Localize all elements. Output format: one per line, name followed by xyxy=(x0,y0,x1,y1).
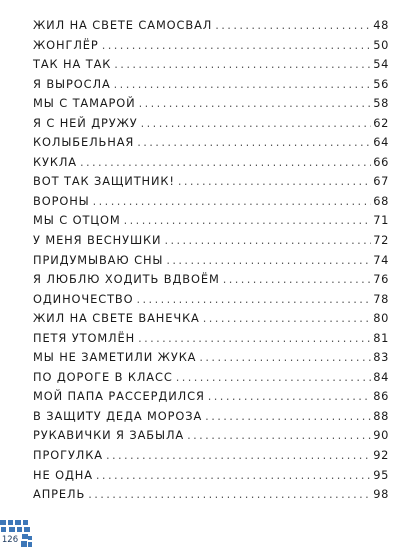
toc-entry-page: 88 xyxy=(373,408,389,423)
toc-entry-page: 86 xyxy=(373,389,389,404)
toc-entry-title: АПРЕЛЬ xyxy=(33,487,86,502)
toc-entry-title: ОДИНОЧЕСТВО xyxy=(33,291,134,306)
toc-entry-title: ВОРОНЫ xyxy=(33,193,90,208)
toc-entry-title: КОЛЫБЕЛЬНАЯ xyxy=(33,135,135,150)
toc-dot-leader xyxy=(203,311,372,325)
toc-entry-page: 83 xyxy=(373,350,389,365)
toc-entry xyxy=(33,487,389,507)
toc-entry-page: 81 xyxy=(373,330,389,345)
toc-entry-page: 48 xyxy=(373,18,389,32)
toc-entry xyxy=(33,77,389,97)
toc-entry xyxy=(33,116,389,136)
toc-dot-leader xyxy=(114,57,371,71)
toc-entry xyxy=(33,350,389,370)
toc-entry-page: 90 xyxy=(373,428,389,443)
toc-entry-page: 78 xyxy=(373,291,389,306)
toc-entry-title: ЖОНГЛЁР xyxy=(33,37,99,52)
toc-entry-page: 66 xyxy=(373,154,389,169)
toc-entry xyxy=(33,96,389,116)
toc-entry xyxy=(33,292,389,312)
page-marker xyxy=(0,520,33,549)
toc-dot-leader xyxy=(205,409,371,423)
toc-entry-title: КУКЛА xyxy=(33,154,77,169)
toc-entry xyxy=(33,135,389,155)
toc-dot-leader xyxy=(164,233,371,247)
toc-entry xyxy=(33,272,389,292)
toc-entry-title: У МЕНЯ ВЕСНУШКИ xyxy=(33,233,162,248)
toc-entry xyxy=(33,38,389,58)
toc-entry-title: ПО ДОРОГЕ В КЛАСС xyxy=(33,369,173,384)
toc-entry-title: МЫ С ОТЦОМ xyxy=(33,213,121,228)
toc-entry-title: МЫ НЕ ЗАМЕТИЛИ ЖУКА xyxy=(33,350,197,365)
page-number: 126 xyxy=(1,535,19,545)
toc-entry xyxy=(33,194,389,214)
toc-entry-page: 58 xyxy=(373,96,389,111)
toc-entry-page: 76 xyxy=(373,272,389,287)
toc-entry-title: МЫ С ТАМАРОЙ xyxy=(33,96,136,111)
toc-entry-page: 72 xyxy=(373,233,389,248)
toc-entry xyxy=(33,174,389,194)
toc-dot-leader xyxy=(166,253,371,267)
toc-dot-leader xyxy=(199,350,371,364)
toc-dot-leader xyxy=(187,428,371,442)
toc-dot-leader xyxy=(178,174,371,188)
toc-dot-leader xyxy=(93,194,372,208)
toc-entry-title: ЖИЛ НА СВЕТЕ САМОСВАЛ xyxy=(33,18,213,32)
toc-entry-page: 84 xyxy=(373,369,389,384)
toc-dot-leader xyxy=(96,468,371,482)
toc-entry-page: 50 xyxy=(373,37,389,52)
toc-entry-page: 71 xyxy=(373,213,389,228)
toc-entry-title: ПРИДУМЫВАЮ СНЫ xyxy=(33,252,164,267)
toc-dot-leader xyxy=(137,135,371,149)
toc-dot-leader xyxy=(139,96,372,110)
toc-entry xyxy=(33,233,389,253)
toc-dot-leader xyxy=(208,389,372,403)
toc-entry-title: НЕ ОДНА xyxy=(33,467,93,482)
toc-entry-page: 95 xyxy=(373,467,389,482)
toc-entry-page: 92 xyxy=(373,448,389,463)
toc-dot-leader xyxy=(138,331,371,345)
toc-dot-leader xyxy=(80,155,371,169)
toc-entry xyxy=(33,331,389,351)
toc-entry-title: Я С НЕЙ ДРУЖУ xyxy=(33,115,138,130)
toc-dot-leader xyxy=(215,18,371,32)
toc-entry-page: 67 xyxy=(373,174,389,189)
toc-entry xyxy=(33,370,389,390)
toc-dot-leader xyxy=(176,370,372,384)
toc-entry-page: 62 xyxy=(373,115,389,130)
toc-dot-leader xyxy=(223,272,372,286)
toc-dot-leader xyxy=(88,487,371,501)
toc-entry xyxy=(33,213,389,233)
toc-entry xyxy=(33,409,389,429)
toc-entry-title: ПРОГУЛКА xyxy=(33,448,103,463)
toc-dot-leader xyxy=(141,116,372,130)
toc-entry-title: ТАК НА ТАК xyxy=(33,57,112,72)
toc-entry xyxy=(33,428,389,448)
toc-entry-page: 54 xyxy=(373,57,389,72)
toc-entry-page: 80 xyxy=(373,311,389,326)
toc-entry-title: МОЙ ПАПА РАССЕРДИЛСЯ xyxy=(33,389,205,404)
toc-entry xyxy=(33,57,389,77)
toc-entry-page: 64 xyxy=(373,135,389,150)
toc-entry-title: Я ЛЮБЛЮ ХОДИТЬ ВДВОЁМ xyxy=(33,272,220,287)
toc-entry-title: Я ВЫРОСЛА xyxy=(33,76,111,91)
toc-entry xyxy=(33,448,389,468)
toc-entry xyxy=(33,311,389,331)
toc-entry xyxy=(33,18,389,38)
toc-entry xyxy=(33,253,389,273)
toc-dot-leader xyxy=(114,77,372,91)
toc-entry-page: 56 xyxy=(373,76,389,91)
toc-entry-title: ЖИЛ НА СВЕТЕ ВАНЕЧКА xyxy=(33,311,200,326)
toc-entry-title: ВОТ ТАК ЗАЩИТНИК! xyxy=(33,174,175,189)
toc-dot-leader xyxy=(106,448,371,462)
toc-entry xyxy=(33,468,389,488)
toc-dot-leader xyxy=(124,213,372,227)
table-of-contents xyxy=(33,18,389,507)
toc-dot-leader xyxy=(102,38,372,52)
toc-entry-title: ПЕТЯ УТОМЛЁН xyxy=(33,330,136,345)
toc-entry-title: РУКАВИЧКИ Я ЗАБЫЛА xyxy=(33,428,185,443)
toc-entry xyxy=(33,389,389,409)
toc-entry-page: 68 xyxy=(373,193,389,208)
toc-entry-page: 74 xyxy=(373,252,389,267)
toc-entry xyxy=(33,155,389,175)
toc-entry-page: 98 xyxy=(373,487,389,502)
toc-entry-title: В ЗАЩИТУ ДЕДА МОРОЗА xyxy=(33,408,203,423)
toc-dot-leader xyxy=(137,292,372,306)
